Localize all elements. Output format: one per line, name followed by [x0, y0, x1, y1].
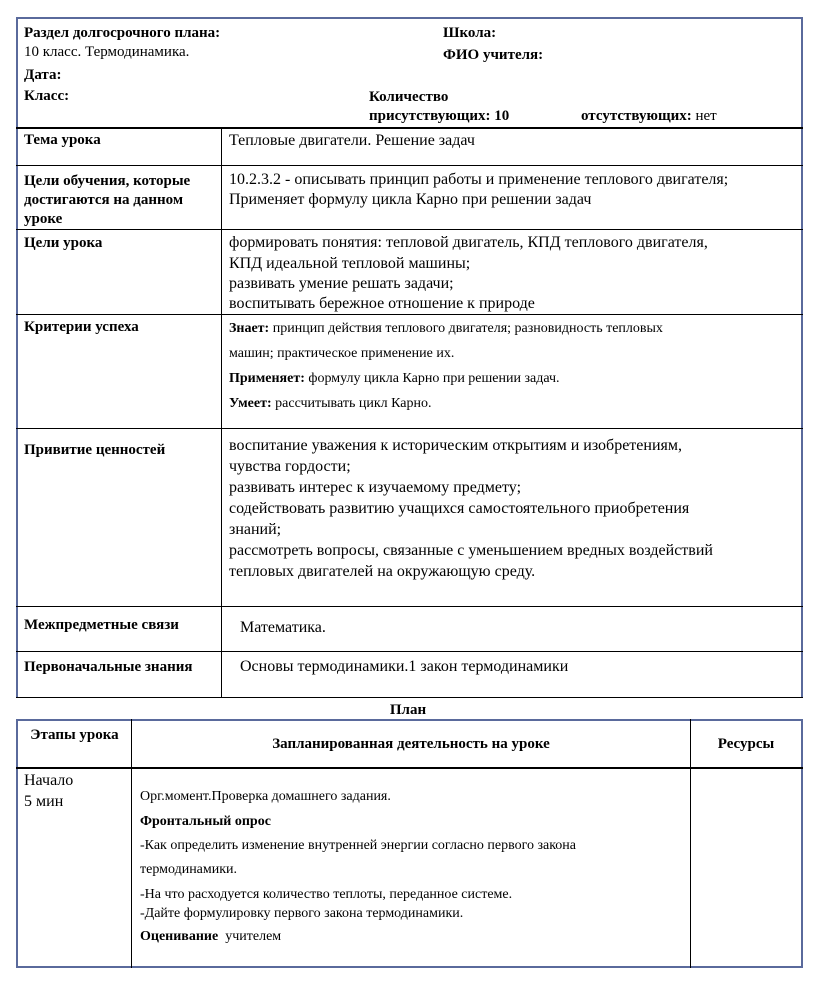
section-value: 10 класс. Термодинамика.	[24, 44, 190, 60]
row-divider	[16, 127, 803, 129]
values-line-2: чувства гордости;	[229, 458, 351, 475]
assessment-label: Оценивание	[140, 929, 219, 944]
can-text: рассчитывать цикл Карно.	[275, 396, 432, 411]
learning-goal-line-1: 10.2.3.2 - описывать принцип работы и применение теплового двигателя;	[229, 171, 729, 188]
frontal-survey-label: Фронтальный опрос	[140, 814, 271, 829]
stage-time: 5 мин	[24, 793, 64, 810]
lesson-goals-label: Цели урока	[24, 235, 103, 251]
lesson-goal-line-3: развивать умение решать задачи;	[229, 275, 454, 292]
stage-name: Начало	[24, 772, 74, 789]
question-3: -Дайте формулировку первого закона термодинамики.	[140, 906, 464, 921]
values-line-5: знаний;	[229, 521, 282, 538]
row-divider	[16, 229, 803, 230]
criteria-knows	[229, 321, 663, 337]
prior-knowledge-label: Первоначальные знания	[24, 659, 193, 675]
can-label: Умеет:	[229, 396, 272, 411]
values-line-3: развивать интерес к изучаемому предмету;	[229, 479, 522, 496]
learning-goal-line-2: Применяет формулу цикла Карно при решении задач	[229, 191, 592, 208]
lesson-goal-line-1: формировать понятия: тепловой двигатель, КПД теплового двигателя,	[229, 234, 708, 251]
lesson-goal-line-4: воспитывать бережное отношение к природе	[229, 295, 535, 312]
plan-left-border	[16, 719, 18, 968]
knows-text-2: машин; практическое применение их.	[229, 346, 455, 361]
values-label: Привитие ценностей	[24, 442, 166, 458]
row-divider	[16, 314, 803, 315]
learning-goals-label: Цели обучения, которые достигаются на данном уроке	[24, 173, 191, 227]
plan-title: План	[389, 702, 427, 718]
plan-right-border	[801, 719, 803, 968]
teacher-label: ФИО учителя:	[443, 47, 544, 63]
row-divider	[16, 606, 803, 607]
interdisciplinary-label: Межпредметные связи	[24, 617, 179, 633]
class-label: Класс:	[24, 88, 70, 104]
plan-bottom-border	[16, 966, 803, 968]
plan-col-divider-1	[131, 719, 132, 968]
table-left-border	[16, 17, 18, 698]
activity-line-1: Орг.момент.Проверка домашнего задания.	[140, 789, 391, 804]
success-criteria-label: Критерии успеха	[24, 319, 139, 335]
table-bottom-border	[16, 697, 803, 698]
col-header-stages: Этапы урока	[30, 727, 119, 743]
quantity-label: Количество	[369, 89, 449, 105]
plan-header-divider	[16, 767, 803, 769]
applies-label: Применяет:	[229, 371, 305, 386]
interdisciplinary-value: Математика.	[240, 619, 326, 636]
present-label: присутствующих: 10	[369, 108, 510, 124]
plan-col-divider-2	[690, 719, 691, 968]
col-header-resources: Ресурсы	[717, 736, 775, 752]
lesson-goal-line-2: КПД идеальной тепловой машины;	[229, 255, 471, 272]
table-top-border	[16, 17, 803, 19]
values-line-1: воспитание уважения к историческим открытиям и изобретениям,	[229, 437, 682, 454]
row-divider	[16, 428, 803, 429]
section-label: Раздел долгосрочного плана:	[24, 25, 221, 41]
topic-value: Тепловые двигатели. Решение задач	[229, 132, 475, 149]
absent-value: нет	[695, 108, 717, 124]
date-label: Дата:	[24, 67, 62, 83]
knows-label: Знает:	[229, 321, 270, 336]
absent-label: отсутствующих:	[581, 108, 692, 124]
knows-text: принцип действия теплового двигателя; разновидность тепловых	[272, 321, 663, 336]
row-divider	[16, 165, 803, 166]
criteria-applies	[229, 371, 560, 387]
question-1a: -Как определить изменение внутренней энергии согласно первого закона	[140, 838, 577, 853]
plan-top-border	[16, 719, 803, 721]
table-right-border	[801, 17, 803, 698]
criteria-can	[229, 396, 431, 412]
col-header-activity: Запланированная деятельность на уроке	[272, 736, 550, 752]
topic-label: Тема урока	[24, 132, 101, 148]
values-line-6: рассмотреть вопросы, связанные с уменьшением вредных воздействий	[229, 542, 713, 559]
assessment	[140, 929, 281, 945]
applies-text: формулу цикла Карно при решении задач.	[308, 371, 560, 386]
values-line-4: содействовать развитию учащихся самостоятельного приобретения	[229, 500, 690, 517]
school-label: Школа:	[443, 25, 497, 41]
prior-knowledge-value: Основы термодинамики.1 закон термодинамики	[240, 658, 569, 675]
assessment-text: учителем	[225, 929, 282, 944]
absent-field	[581, 107, 717, 125]
question-2: -На что расходуется количество теплоты, переданное системе.	[140, 887, 513, 902]
column-divider	[221, 128, 222, 698]
row-divider	[16, 651, 803, 652]
values-line-7: тепловых двигателей на окружающую среду.	[229, 563, 536, 580]
question-1b: термодинамики.	[140, 862, 238, 877]
